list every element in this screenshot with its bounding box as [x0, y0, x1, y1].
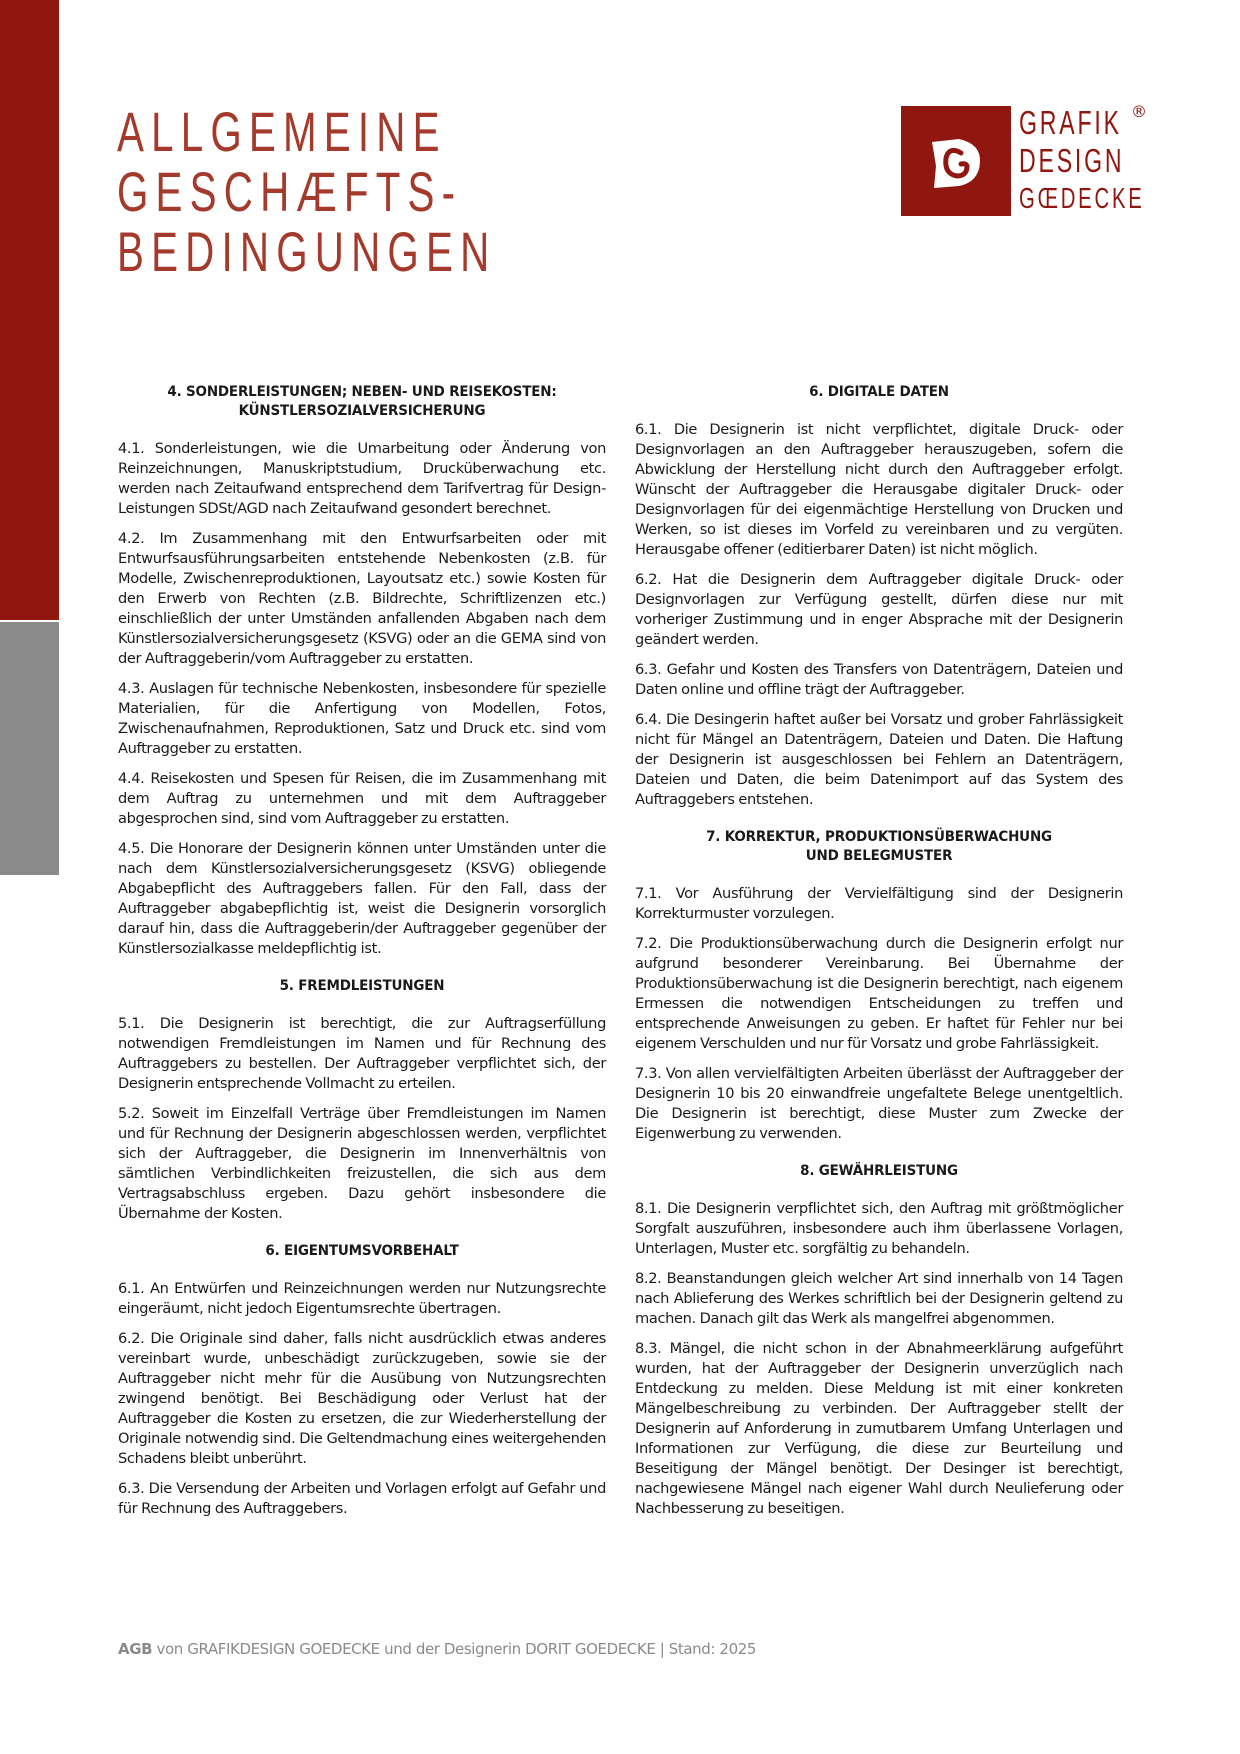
clause-4-2: 4.2. Im Zusammenhang mit den Entwurfsarbeiten oder mit Entwurfsausführungsarbeiten entstehende Nebenkosten (z.B. für Modelle, Zwischenreproduktionen, Layoutsatz etc.) sowie Kosten für den Erwerb von Rechten (z.B. Bildrechte, Schriftlizenzen etc.) einschließlich der unter Umständen anfallenden Abgaben nach dem Künstlersozialversicherungsgesetz (KSVG) oder an die GEMA sind von der Auftraggeberin/vom Auftraggeber zu erstatten.: [118, 530, 606, 667]
section-6-eigentumsvorbehalt: [118, 1242, 606, 1519]
section-heading: 6. EIGENTUMSVORBEHALT: [265, 1243, 459, 1259]
logo-line-goedecke: GŒDECKE: [1019, 183, 1145, 215]
clause-4-4: 4.4. Reisekosten und Spesen für Reisen, die im Zusammenhang mit dem Auftrag zu unternehmen und mit dem Auftraggeber abgesprochen sind, sind vom Auftraggeber zu erstatten.: [118, 770, 606, 827]
clause-6-4-digital: 6.4. Die Desingerin haftet außer bei Vorsatz und grober Fahrlässigkeit nicht für Mängel an Datenträgern, Dateien und Daten. Die Haftung der Designerin ist ausgeschlossen bei Fehlern an Datenträgern, Dateien und Daten, die beim Datenimport auf das System des Auftraggebers entstehen.: [635, 711, 1123, 808]
clause-6-2-digital: 6.2. Hat die Designerin dem Auftraggeber digitale Druck- oder Designvorlagen zur Verfügung gestellt, dürfen diese nur mit vorheriger Zustimmung und in enger Absprache mit der Designerin geändert werden.: [635, 571, 1123, 648]
heading-line-2: UND BELEGMUSTER: [805, 848, 953, 864]
clause-4-5: 4.5. Die Honorare der Designerin können unter Umständen unter die nach dem Künstlersozialversicherungsgesetz (KSVG) obliegende Abgabepflicht des Auftraggebers fallen. Für den Fall, dass der Auftraggeber abgabepflichtig ist, weist die Designerin vorsorglich darauf hin, dass die Auftraggeberin/der Auftraggeber gegenüber der Künstlersozialkasse meldepflichtig ist.: [118, 840, 606, 957]
clause-6-2: 6.2. Die Originale sind daher, falls nicht ausdrücklich etwas anderes vereinbart wurde, unbeschädigt zurückzugeben, sowie sie der Auftraggeber nicht mehr für die Ausübung von Nutzungsrechten zwingend benötigt. Bei Beschädigung oder Verlust hat der Auftraggeber die Kosten zu ersetzen, die zur Wiederherstellung der Originale notwendig sind. Die Geltendmachung eines weitergehenden Schadens bleibt unberührt.: [118, 1330, 606, 1467]
clause-7-2: 7.2. Die Produktionsüberwachung durch die Designerin erfolgt nur aufgrund besonderer Vereinbarung. Bei Übernahme der Produktionsüberwachung ist die Designerin berechtigt, nach eigenem Ermessen die notwendigen Entscheidungen zu treffen und entsprechende Anweisungen zu geben. Er haftet für Fehler nur bei eigenem Verschulden und nur für Vorsatz und grobe Fahrlässigkeit.: [635, 935, 1123, 1052]
footer-text: von GRAFIKDESIGN GOEDECKE und der Designerin DORIT GOEDECKE | Stand: 2025: [152, 1640, 756, 1658]
section-heading: 8. GEWÄHRLEISTUNG: [800, 1163, 958, 1179]
right-column: [635, 383, 1123, 1529]
sidebar-accent-grey: [0, 622, 59, 875]
logo-line-design: DESIGN: [1019, 142, 1125, 179]
clause-5-2: 5.2. Soweit im Einzelfall Verträge über Fremdleistungen im Namen und für Rechnung der Designerin abgeschlossen werden, verpflichtet sich der Auftraggeber, die Designerin im Innenverhältnis von sämtlichen Verbindlichkeiten freizustellen, die sich aus dem Vertragsabschluss ergeben. Dazu gehört insbesondere die Übernahme der Kosten.: [118, 1105, 606, 1222]
section-heading: 5. FREMDLEISTUNGEN: [279, 978, 445, 994]
left-column: [118, 383, 606, 1529]
clause-8-3: 8.3. Mängel, die nicht schon in der Abnahmeerklärung aufgeführt wurden, hat der Auftraggeber der Designerin unverzüglich nach Entdeckung zu melden. Diese Meldung ist mit einer konkreten Mängelbeschreibung zu verbinden. Der Auftraggeber stellt der Designerin auf Anforderung in zumutbarem Umfang Unterlagen und Informationen zur Verfügung, die diese zur Beurteilung und Beseitigung der Mängel benötigt. Der Desinger ist berechtigt, nachgewiesene Mängel nach eigener Wahl durch Neulieferung oder Nachbesserung zu beseitigen.: [635, 1340, 1123, 1517]
section-6-digitale-daten: [635, 383, 1123, 810]
clause-8-1: 8.1. Die Designerin verpflichtet sich, den Auftrag mit größtmöglicher Sorgfalt auszuführen, insbesondere auch ihm überlassene Vorlagen, Unterlagen, Muster etc. sorgfältig zu behandeln.: [635, 1200, 1123, 1257]
section-8-gewaehrleistung: [635, 1162, 1123, 1519]
heading-line-1: 4. SONDERLEISTUNGEN; NEBEN- UND REISEKOSTEN:: [167, 384, 557, 400]
logo-line-grafik: GRAFIK: [1019, 104, 1122, 141]
clause-7-1: 7.1. Vor Ausführung der Vervielfältigung sind der Designerin Korrekturmuster vorzulegen.: [635, 885, 1123, 922]
clause-6-3-digital: 6.3. Gefahr und Kosten des Transfers von Datenträgern, Dateien und Daten online und offline trägt der Auftraggeber.: [635, 661, 1123, 698]
logo-wordmark: [1019, 104, 1145, 218]
title-line-3: BEDINGUNGEN: [117, 220, 497, 283]
clause-8-2: 8.2. Beanstandungen gleich welcher Art sind innerhalb von 14 Tagen nach Ablieferung des Werkes schriftlich bei der Designerin geltend zu machen. Danach gilt das Werk als mangelfrei abgenommen.: [635, 1270, 1123, 1327]
clause-5-1: 5.1. Die Designerin ist berechtigt, die zur Auftragserfüllung notwendigen Fremdleistungen im Namen und für Rechnung des Auftraggebers zu bestellen. Der Auftraggeber verpflichtet sich, der Designerin entsprechende Vollmacht zu erteilen.: [118, 1015, 606, 1092]
clause-6-1: 6.1. An Entwürfen und Reinzeichnungen werden nur Nutzungsrechte eingeräumt, nicht jedoch Eigentumsrechte übertragen.: [118, 1280, 606, 1317]
clause-4-3: 4.3. Auslagen für technische Nebenkosten, insbesondere für spezielle Materialien, für die Anfertigung von Modellen, Fotos, Zwischenaufnahmen, Reproduktionen, Satz und Druck etc. sind vom Auftraggeber zu erstatten.: [118, 680, 606, 757]
clause-4-1: 4.1. Sonderleistungen, wie die Umarbeitung oder Änderung von Reinzeichnungen, Manuskriptstudium, Drucküberwachung etc. werden nach Zeitaufwand entsprechend dem Tarifvertrag für Design-Leistungen SDSt/AGD nach Zeitaufwand gesondert berechnet.: [118, 440, 606, 517]
page-title: [117, 102, 496, 282]
page-footer: [118, 1640, 756, 1658]
footer-agb-label: AGB: [118, 1640, 153, 1658]
title-line-1: ALLGEMEINE: [117, 100, 447, 163]
registered-mark: ®: [1131, 102, 1147, 121]
section-heading: 6. DIGITALE DATEN: [809, 384, 949, 400]
clause-6-1-digital: 6.1. Die Designerin ist nicht verpflichtet, digitale Druck- oder Designvorlagen an den Auftraggeber herauszugeben, sofern die Abwicklung der Herstellung nicht durch den Auftraggeber erfolgt. Wünscht der Auftraggeber die Herausgabe digitaler Druck- oder Designvorlagen für dei eigenmächtige Herstellung von Drucken und Werken, so ist dieses im Vorfeld zu vereinbaren und zu vergüten. Herausgabe offener (editierbarer Daten) ist nicht möglich.: [635, 421, 1123, 558]
clause-6-3: 6.3. Die Versendung der Arbeiten und Vorlagen erfolgt auf Gefahr und für Rechnung des Auftraggebers.: [118, 1480, 606, 1517]
clause-7-3: 7.3. Von allen vervielfältigten Arbeiten überlässt der Auftraggeber der Designerin 10 bis 20 einwandfreie ungefaltete Belege unentgeltlich. Die Designerin ist berechtigt, diese Muster zum Zwecke der Eigenwerbung zu verwenden.: [635, 1065, 1123, 1142]
section-4-sonderleistungen: [118, 383, 606, 959]
g-spiral-logo-icon: [901, 106, 1011, 216]
section-5-fremdleistungen: [118, 977, 606, 1224]
sidebar-accent-red: [0, 0, 59, 620]
section-heading: [652, 828, 1106, 866]
section-heading: [135, 383, 589, 421]
heading-line-1: 7. KORREKTUR, PRODUKTIONSÜBERWACHUNG: [706, 829, 1052, 845]
heading-line-2: KÜNSTLERSOZIALVERSICHERUNG: [238, 403, 486, 419]
title-line-2: GESCHÆFTS-: [117, 160, 463, 223]
section-7-korrektur: [635, 828, 1123, 1144]
